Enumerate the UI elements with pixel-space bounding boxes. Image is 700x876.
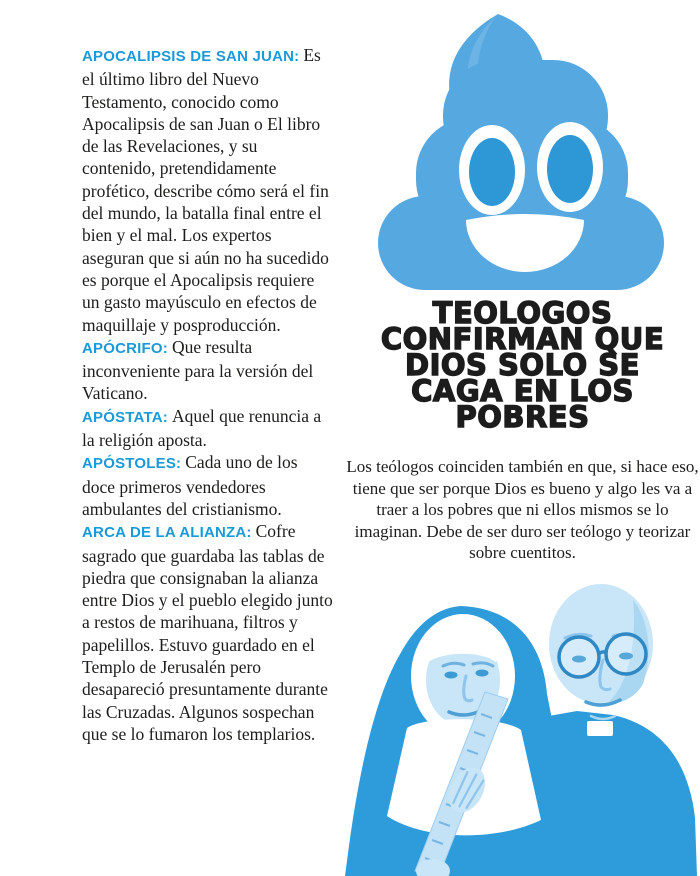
glossary-entry — [82, 451, 334, 520]
right-eye-pupil — [547, 135, 593, 203]
headline-line: TEOLOGOS — [432, 296, 613, 330]
glossary-entry — [82, 405, 334, 452]
glossary-definition: Que resulta inconveniente para la versión del Vaticano. — [82, 336, 314, 404]
nun-and-priest-duotone — [345, 580, 700, 876]
headline-line: DIOS SOLO SE — [405, 348, 640, 382]
nun-right-eye — [476, 670, 489, 677]
poop-emoji-illustration — [378, 12, 664, 290]
headline-line: POBRES — [455, 400, 590, 434]
poop-emoji-icon — [378, 12, 664, 290]
glossary-definition: Es el último libro del Nuevo Testamento, conocido como Apocalipsis de san Juan o El libro de las Revelaciones, y su contenido, pretendidamente profético, describe cómo será el fin del mundo, la batalla final entre el bien y el mal. Los expertos aseguran que si aún no ha sucedido es porque el Apocalipsis requiere un gasto mayúsculo en efectos de maquillaje y posproducción. — [82, 45, 329, 335]
feature-body-text: Los teólogos coinciden también en que, si hace eso, tiene que ser porque Dios es bueno y algo les va a traer a los pobres que ni ellos mismos se lo imaginan. Debe de ser duro ser teólogo y teorizar sobre cuentitos. — [346, 457, 699, 562]
glossary-entry — [82, 44, 334, 336]
headline-line: CAGA EN LOS — [411, 374, 634, 408]
glossary-term: APÓCRIFO: — [82, 339, 168, 357]
glossary-definition: Cada uno de los doce primeros vendedores ambulantes del cristianismo. — [82, 452, 298, 519]
glossary-definition: Aquel que renuncia a la religión aposta. — [82, 405, 322, 451]
glossary-term: APOCALIPSIS DE SAN JUAN: — [82, 48, 300, 65]
headline-line: CONFIRMAN QUE — [380, 322, 665, 356]
left-eye-pupil — [469, 138, 515, 206]
priest-left-eye — [572, 656, 586, 663]
glossary-column — [82, 44, 334, 745]
nun-and-priest-photo — [345, 580, 700, 876]
glossary-entry — [82, 336, 334, 405]
feature-headline — [345, 296, 700, 434]
glossary-entry — [82, 520, 334, 745]
glossary-term: APÓSTATA: — [82, 408, 168, 426]
priest-clerical-collar — [587, 721, 613, 736]
nun-left-eye — [445, 672, 458, 679]
glossary-term: APÓSTOLES: — [82, 455, 182, 473]
glossary-definition: Cofre sagrado que guardaba las tablas de piedra que consignaban la alianza entre Dios y el pueblo elegido junto a restos de marihuana, filtros y papelillos. Estuvo guardado en el Templo de Jerusalén pero desapareció presuntamente durante las Cruzadas. Algunos sospechan que se lo fumaron los templarios. — [82, 521, 333, 744]
nun-figure — [345, 606, 583, 876]
priest-right-eye — [619, 653, 633, 660]
glossary-term: ARCA DE LA ALIANZA: — [82, 524, 252, 542]
feature-column — [345, 0, 700, 876]
